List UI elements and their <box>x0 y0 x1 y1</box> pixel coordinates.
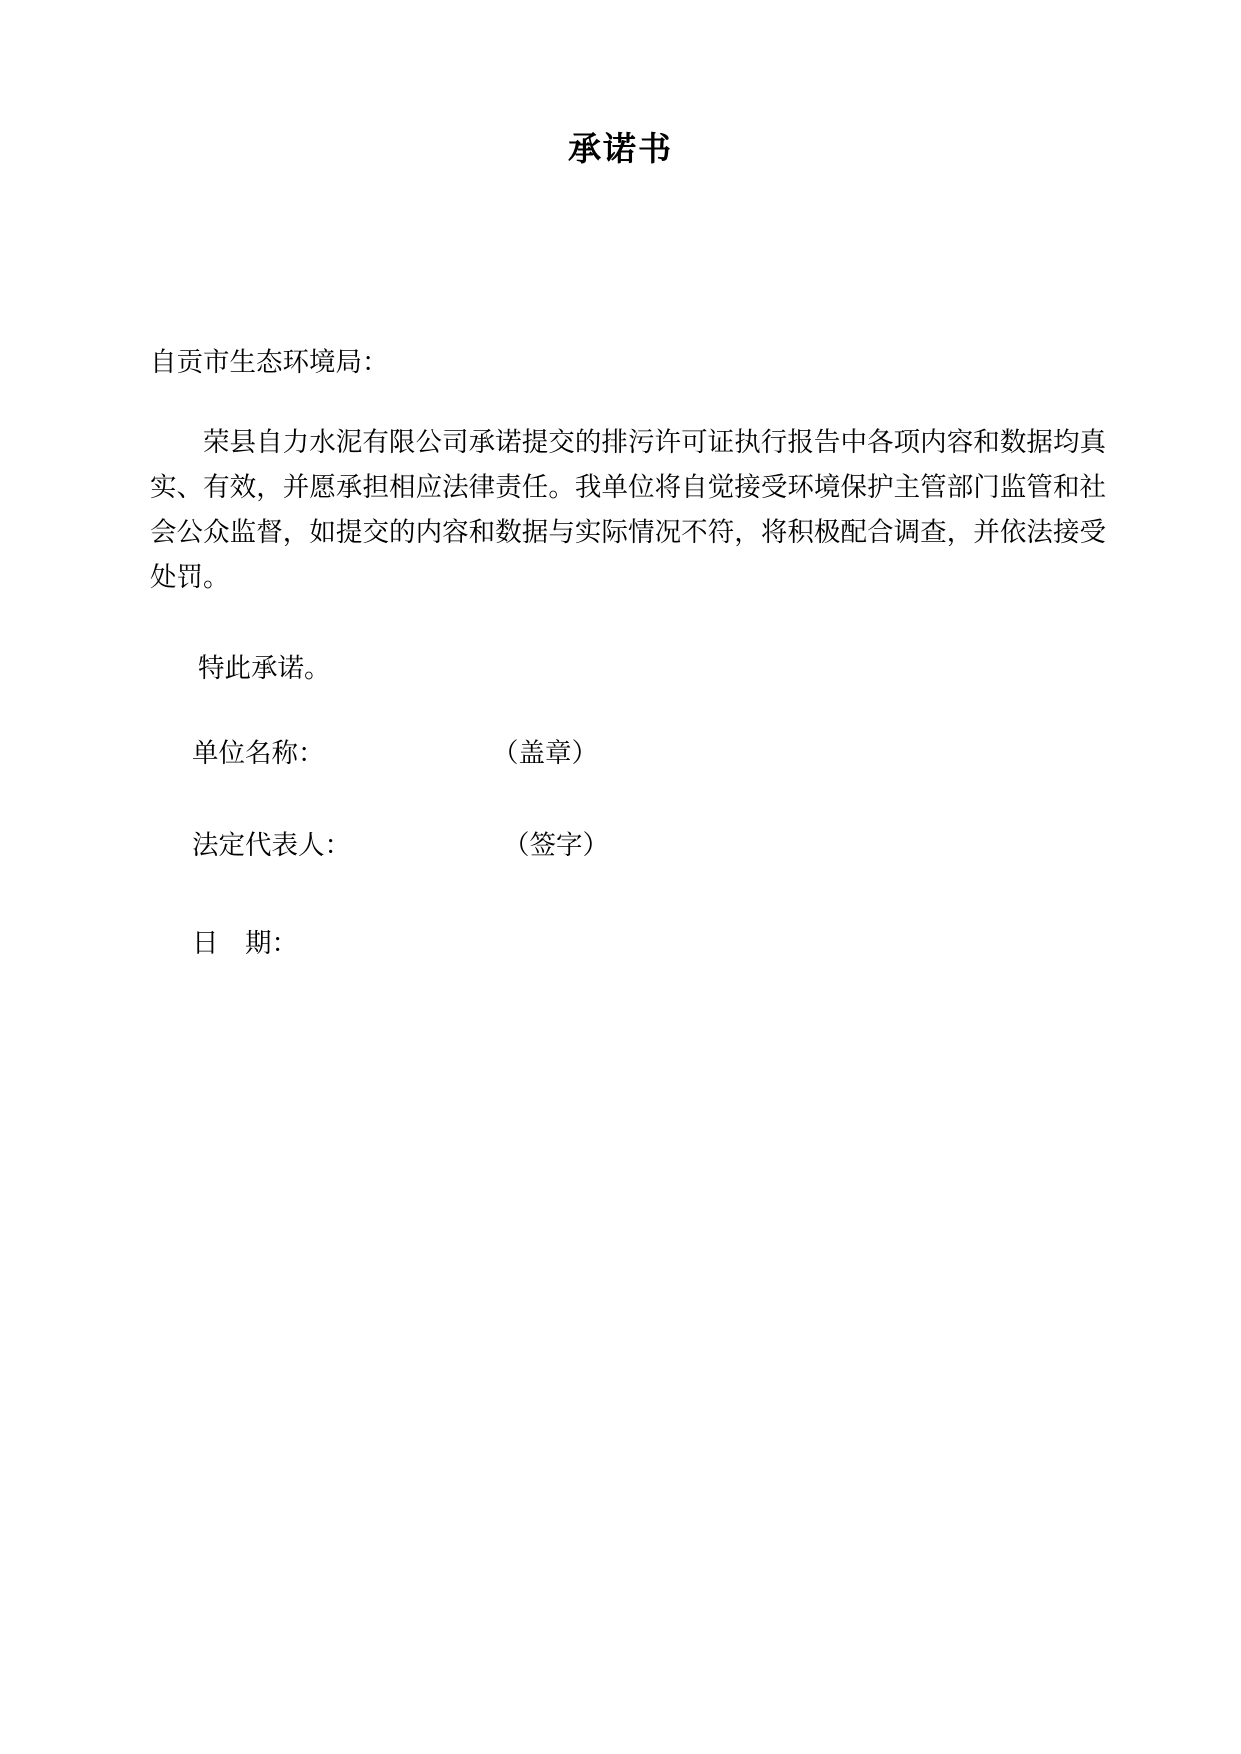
seal-note: （盖章） <box>492 738 598 768</box>
field-row-date <box>192 921 1106 966</box>
signature-note: （签字） <box>503 830 609 860</box>
field-row-legal-representative <box>192 823 1106 868</box>
date-label: 日 期： <box>192 928 298 958</box>
body-paragraph: 荣县自力水泥有限公司承诺提交的排污许可证执行报告中各项内容和数据均真实、有效，并愿承担相应法律责任。我单位将自觉接受环境保护主管部门监管和社会公众监督，如提交的内容和数据与实际情况不符，将积极配合调查，并依法接受处罚。 <box>150 427 1106 592</box>
salutation-line: 自贡市生态环境局： <box>150 347 389 377</box>
unit-name-label: 单位名称： <box>192 738 325 768</box>
closing-statement: 特此承诺。 <box>198 653 331 683</box>
field-row-unit-name <box>192 731 1106 776</box>
legal-representative-label: 法定代表人： <box>192 830 351 860</box>
document-title: 承诺书 <box>568 130 673 167</box>
